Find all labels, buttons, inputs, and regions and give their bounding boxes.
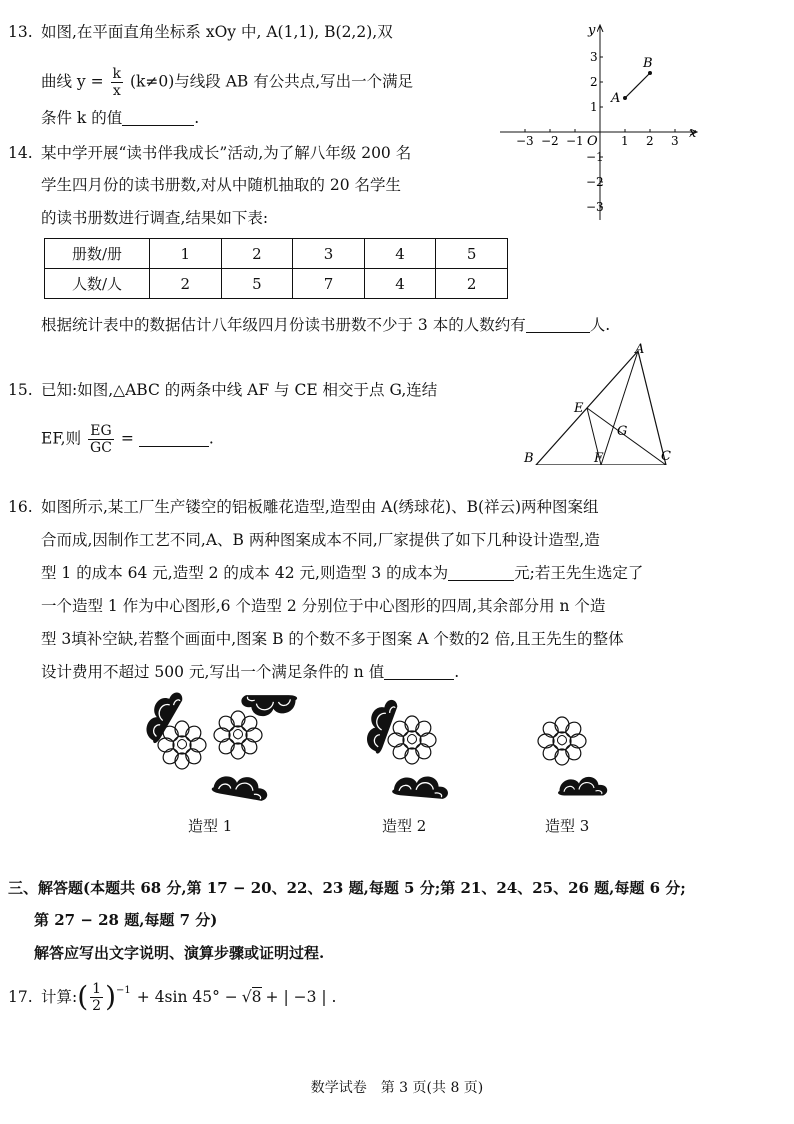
q16-answer-blank-1[interactable] <box>448 564 514 581</box>
q15-label-a: A <box>635 342 645 357</box>
q15-label-e: E <box>574 401 584 416</box>
q15-line2-pre: EF,则 <box>41 429 82 448</box>
q15-triangle-abc <box>536 351 666 465</box>
q15-label-b: B <box>524 451 534 465</box>
q17-label: 计算: <box>41 988 78 1006</box>
q14-line2: 学生四月份的读书册数,对从中随机抽取的 20 名学生 <box>41 176 402 194</box>
table-cell: 7 <box>293 269 365 299</box>
q13-origin-label: O <box>587 134 598 149</box>
q16-line3-post: 元;若王先生选定了 <box>514 564 644 582</box>
table-header-cell: 册数/册 <box>45 239 150 269</box>
x-tick-label: 3 <box>671 134 679 148</box>
q15-triangle-figure <box>518 340 688 465</box>
table-cell: 4 <box>364 239 436 269</box>
y-tick-label: 1 <box>590 100 598 114</box>
q16-line1: 如图所示,某工厂生产镂空的铝板雕花造型,造型由 A(绣球花)、B(祥云)两种图案组 <box>41 498 599 516</box>
q14-answer-blank[interactable] <box>526 316 590 333</box>
q16-line5: 型 3填补空缺,若整个画面中,图案 B 的个数不多于图案 A 个数的2 倍,且王先生的整体 <box>41 630 624 648</box>
cloud-pattern-icon <box>241 695 297 716</box>
q15-label-g: G <box>617 424 628 439</box>
x-tick-label: −1 <box>566 134 584 148</box>
q17-expression <box>41 980 336 1014</box>
q13-x-label: x <box>689 126 697 141</box>
q13-line3-text: 条件 k 的值 <box>41 109 123 127</box>
q15-frac-den: GC <box>90 440 112 456</box>
q17-number: 17. <box>8 988 33 1006</box>
flower-pattern-icon <box>214 711 262 759</box>
cloud-pattern-icon <box>211 771 270 801</box>
q13-segment-ab <box>625 73 650 98</box>
design-2 <box>360 695 449 799</box>
q14-number: 14. <box>8 144 33 162</box>
table-cell: 2 <box>436 269 508 299</box>
q17-frac-num: 1 <box>92 980 102 997</box>
q17-exponent: −1 <box>116 985 131 996</box>
q14-line3: 的读书册数进行调查,结果如下表: <box>41 209 269 227</box>
q16-line4: 一个造型 1 作为中心图形,6 个造型 2 分别位于中心图形的四周,其余部分用 n 个造 <box>41 597 606 615</box>
q17-rest-pre: + 4sin 45° − <box>136 988 238 1006</box>
q14-line4-text: 根据统计表中的数据估计八年级四月份读书册数不少于 3 本的人数约有 <box>41 316 526 334</box>
q16-caption-1: 造型 1 <box>188 817 233 835</box>
table-row <box>45 269 508 299</box>
sqrt-icon: √ <box>241 988 252 1006</box>
x-tick-label: 1 <box>621 134 629 148</box>
q13-fraction <box>111 66 123 99</box>
table-cell: 3 <box>293 239 365 269</box>
q15-answer-blank[interactable] <box>139 430 209 447</box>
table-cell: 5 <box>221 269 293 299</box>
q16-line2: 合而成,因制作工艺不同,A、B 两种图案成本不同,厂家提供了如下几种设计造型,造 <box>41 531 600 549</box>
q17-left-paren: ( <box>77 980 89 1013</box>
q17-right-paren: ) <box>105 980 117 1013</box>
q16-line6 <box>41 662 459 682</box>
q16-line6-end: . <box>454 663 460 681</box>
q15-label-c: C <box>661 449 671 464</box>
cloud-pattern-icon <box>558 777 607 796</box>
q15-line1: 已知:如图,△ABC 的两条中线 AF 与 CE 相交于点 G,连结 <box>41 381 438 399</box>
q15-line2-post: = <box>120 429 134 448</box>
section3-instructions: 解答应写出文字说明、演算步骤或证明过程. <box>34 944 325 962</box>
q15-label-f: F <box>594 451 604 465</box>
y-tick-label: 3 <box>590 50 598 64</box>
q15-number: 15. <box>8 381 33 399</box>
q15-line2-end: . <box>208 429 214 448</box>
q17-fraction <box>90 981 103 1014</box>
q14-line4 <box>41 315 610 335</box>
cloud-pattern-icon <box>392 774 449 800</box>
q13-point-b-label: B <box>643 56 653 71</box>
q16-answer-blank-2[interactable] <box>384 663 454 680</box>
section3-heading-line1: 三、解答题(本题共 68 分,第 17 − 20、22、23 题,每题 5 分;第 21、24、25、26 题,每题 6 分; <box>8 879 686 897</box>
design-3 <box>538 717 607 796</box>
q13-point-a-label: A <box>611 91 621 106</box>
page-footer: 数学试卷 第 3 页(共 8 页) <box>310 1080 484 1096</box>
q14-line4-end: 人. <box>589 316 611 334</box>
q17-sqrt-arg: 8 <box>251 988 262 1006</box>
q13-answer-blank[interactable] <box>122 109 194 126</box>
flower-pattern-icon <box>388 716 436 764</box>
q17-rest-post: + | −3 | . <box>265 988 337 1006</box>
q15-median-af <box>601 351 638 465</box>
q13-point-b <box>648 71 652 75</box>
y-tick-label: −3 <box>586 200 604 214</box>
table-row <box>45 239 508 269</box>
x-tick-label: 2 <box>646 134 654 148</box>
y-tick-label: 2 <box>590 75 598 89</box>
q15-line2 <box>41 423 214 456</box>
table-header-cell: 人数/人 <box>45 269 150 299</box>
q16-line3 <box>41 563 643 583</box>
q13-line3-end: . <box>194 109 200 127</box>
table-cell: 2 <box>221 239 293 269</box>
table-cell: 4 <box>364 269 436 299</box>
section3-heading-line2: 第 27 − 28 题,每题 7 分) <box>34 911 218 929</box>
table-cell: 1 <box>150 239 222 269</box>
q13-point-a <box>623 96 627 100</box>
q13-line2-pre: 曲线 y = <box>41 72 104 91</box>
table-cell: 2 <box>150 269 222 299</box>
q13-line3 <box>41 108 199 128</box>
q16-design-figures <box>120 685 620 810</box>
q16-caption-3: 造型 3 <box>545 817 590 835</box>
q15-frac-num: EG <box>90 423 112 439</box>
x-tick-label: −3 <box>516 134 534 148</box>
q13-line2 <box>41 66 413 99</box>
table-cell: 5 <box>436 239 508 269</box>
q15-fraction <box>88 423 114 456</box>
q16-line3-pre: 型 1 的成本 64 元,造型 2 的成本 42 元,则造型 3 的成本为 <box>41 564 449 582</box>
q13-frac-num: k <box>112 66 122 82</box>
q13-coordinate-graph <box>500 22 705 222</box>
q13-y-label: y <box>588 23 596 38</box>
design-1 <box>139 686 298 802</box>
x-tick-label: −2 <box>541 134 559 148</box>
q16-number: 16. <box>8 498 33 516</box>
q16-line6-pre: 设计费用不超过 500 元,写出一个满足条件的 n 值 <box>41 663 385 681</box>
q13-line2-post: (k≠0)与线段 AB 有公共点,写出一个满足 <box>129 72 414 91</box>
q13-frac-den: x <box>112 83 121 99</box>
q14-line1: 某中学开展“读书伴我成长”活动,为了解八年级 200 名 <box>41 144 412 162</box>
q13-line1: 如图,在平面直角坐标系 xOy 中, A(1,1), B(2,2),双 <box>41 23 393 41</box>
q17-frac-den: 2 <box>92 997 102 1014</box>
q14-stats-table <box>44 238 508 299</box>
y-tick-label: −2 <box>586 175 604 189</box>
q16-caption-2: 造型 2 <box>382 817 427 835</box>
y-tick-label: −1 <box>586 150 604 164</box>
q13-number: 13. <box>8 23 33 41</box>
q17-sqrt <box>242 987 262 1007</box>
flower-pattern-icon <box>538 717 586 765</box>
